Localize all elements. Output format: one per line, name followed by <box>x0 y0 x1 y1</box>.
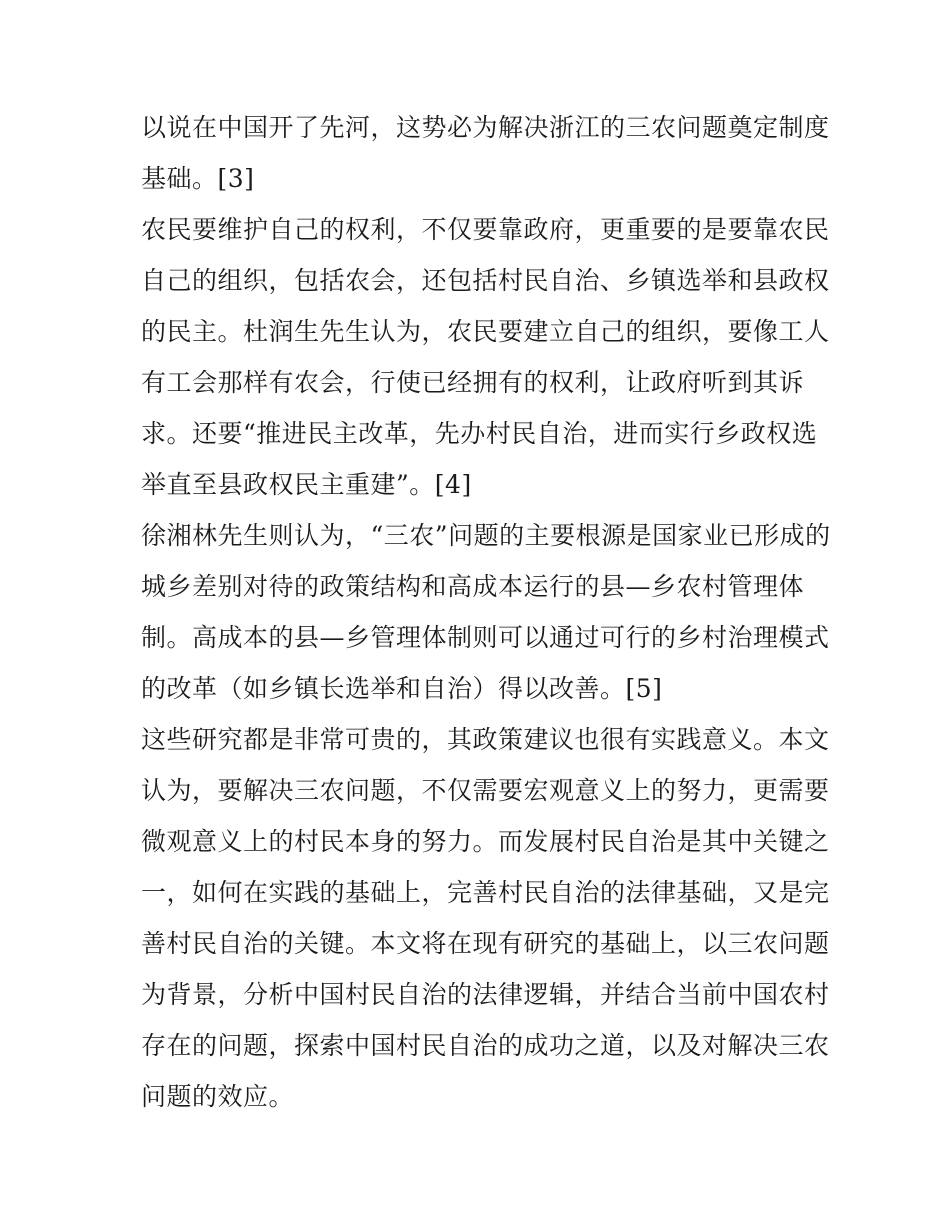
text-line: 的民主。杜润生先生认为，农民要建立自己的组织，要像工人 <box>141 317 830 346</box>
text-line: 问题的效应。 <box>141 1082 295 1111</box>
text-line: 举直至县政权民主重建”。[4] <box>141 470 472 499</box>
text-line: 城乡差别对待的政策结构和高成本运行的县—乡农村管理体 <box>141 572 805 601</box>
body-text <box>141 102 831 1122</box>
text-line: 自己的组织，包括农会，还包括村民自治、乡镇选举和县政权 <box>141 266 830 295</box>
text-line: 存在的问题，探索中国村民自治的成功之道，以及对解决三农 <box>141 1031 830 1060</box>
text-line: 一，如何在实践的基础上，完善村民自治的法律基础，又是完 <box>141 878 830 907</box>
text-line: 求。还要“推进民主改革，先办村民自治，进而实行乡政权选 <box>141 419 818 448</box>
text-line: 基础。[3] <box>141 164 255 193</box>
text-line: 认为，要解决三农问题，不仅需要宏观意义上的努力，更需要 <box>141 776 830 805</box>
text-line: 微观意义上的村民本身的努力。而发展村民自治是其中关键之 <box>141 827 830 856</box>
text-line: 有工会那样有农会，行使已经拥有的权利，让政府听到其诉 <box>141 368 805 397</box>
text-line: 徐湘林先生则认为，“三农”问题的主要根源是国家业已形成的 <box>141 521 831 550</box>
text-line: 为背景，分析中国村民自治的法律逻辑，并结合当前中国农村 <box>141 980 830 1009</box>
text-line: 的改革（如乡镇长选举和自治）得以改善。[5] <box>141 674 663 703</box>
text-line: 这些研究都是非常可贵的，其政策建议也很有实践意义。本文 <box>141 725 830 754</box>
text-line: 善村民自治的关键。本文将在现有研究的基础上，以三农问题 <box>141 929 830 958</box>
text-line: 农民要维护自己的权利，不仅要靠政府，更重要的是要靠农民 <box>141 215 830 244</box>
text-line: 制。高成本的县—乡管理体制则可以通过可行的乡村治理模式 <box>141 623 830 652</box>
text-line: 以说在中国开了先河，这势必为解决浙江的三农问题奠定制度 <box>141 113 830 142</box>
